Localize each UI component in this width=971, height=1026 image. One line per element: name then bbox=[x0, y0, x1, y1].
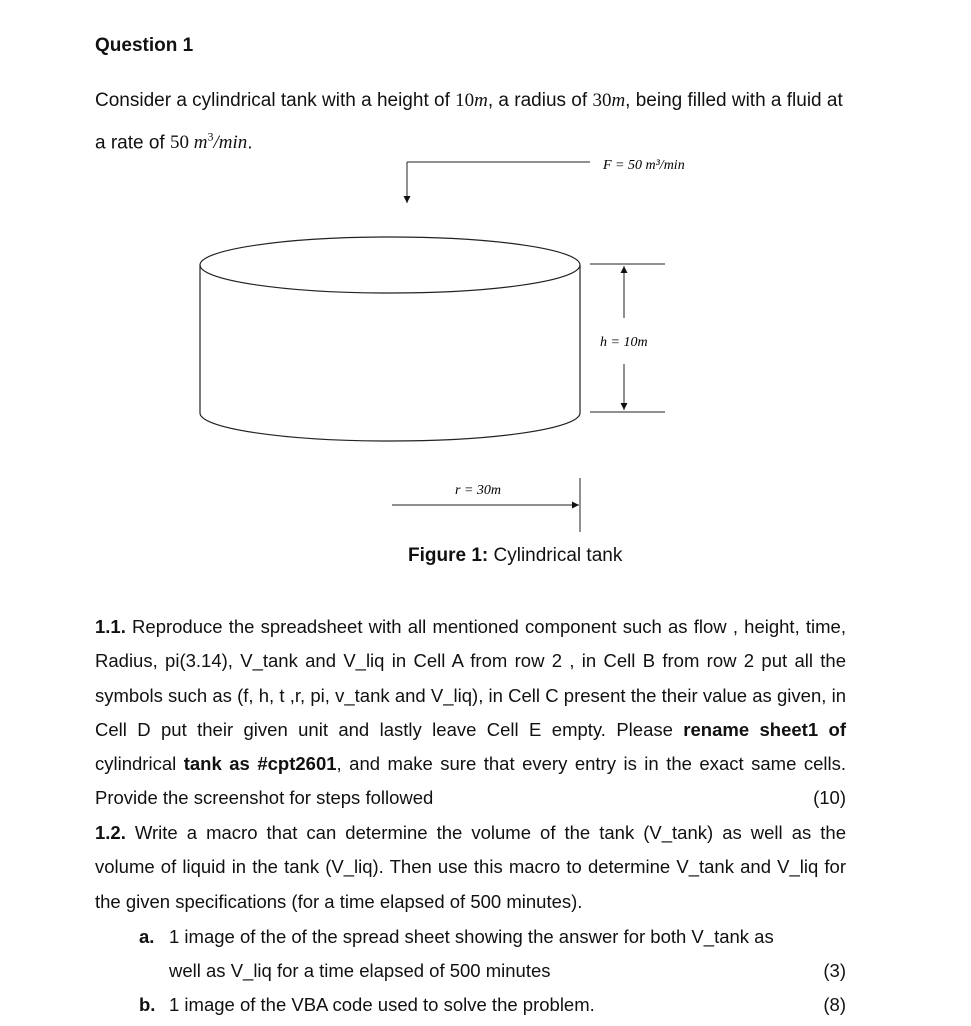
figure-caption: Figure 1: Cylindrical tank bbox=[408, 545, 623, 566]
tank-cylinder bbox=[200, 237, 580, 441]
item-a-marks: (3) bbox=[823, 960, 846, 982]
inflow-arrow bbox=[407, 162, 590, 203]
height-label: h = 10m bbox=[600, 335, 648, 350]
item-b-marks: (8) bbox=[823, 994, 846, 1015]
part-1-2: 1.2. Write a macro that can determine the volume of the tank (V_tank) as well as the volume of liquid in the tank (V_liq). Then use this macro to determine V_tank and V_liq for the given specifications (for a time elapsed of 500 minutes). bbox=[95, 822, 846, 912]
radius-label: r = 30m bbox=[455, 483, 502, 498]
part-1-2-item-a: a. 1 image of the of the spread sheet showing the answer for both V_tank as well as V_liq for a time elapsed of 500 minutes (3) bbox=[139, 920, 846, 989]
part-1-1: 1.1. Reproduce the spreadsheet with all mentioned component such as flow , height, time, Radius, pi(3.14), V_tank and V_liq in Cell A from row 2 , in Cell B from row 2 put all the symbols such as (f, h, t ,r, pi, v_tank and V_liq), in Cell C present the their value as given, in Cell D put their given unit and lastly leave Cell E empty. Please rename sheet1 of cylindrical tank as #cpt2601, and make sure that every entry is in the exact same cells. Provide the screenshot for steps followed (10) bbox=[95, 610, 846, 816]
question-intro: Consider a cylindrical tank with a height of 10m, a radius of 30m, being filled with a fluid at a rate of 50 $m^3/\min$. bbox=[95, 90, 843, 154]
part-1-1-marks: (10) bbox=[813, 787, 846, 809]
question-heading: Question 1 bbox=[95, 35, 194, 56]
flow-label: F = 50 m³/min bbox=[603, 158, 685, 173]
part-1-2-item-b: b. 1 image of the VBA code used to solve the problem. (8) bbox=[139, 988, 846, 1022]
